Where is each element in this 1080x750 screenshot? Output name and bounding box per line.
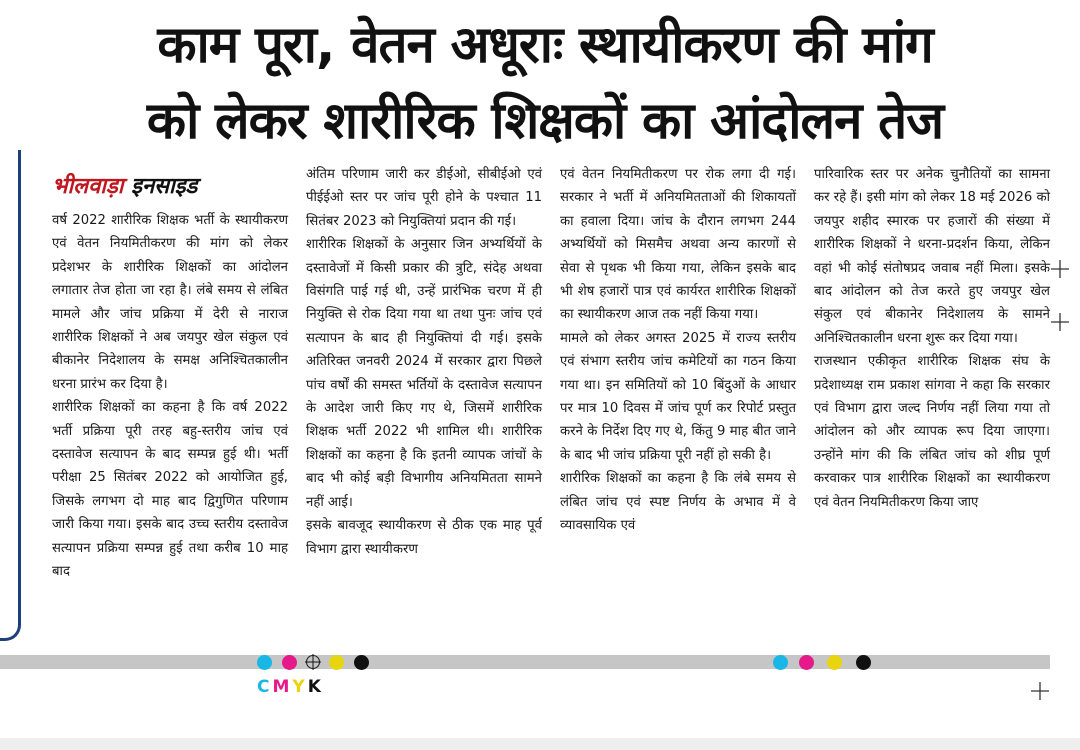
article-column-3 (560, 163, 796, 538)
print-color-bar (0, 655, 1050, 669)
paragraph: अंतिम परिणाम जारी कर डीईओ, सीबीईओ एवं पीईईओ स्तर पर जांच पूरी होने के पश्चात 11 सितंबर 2023 को नियुक्तियां प्रदान की गई। (306, 167, 542, 229)
headline-line-2: को लेकर शारीरिक शिक्षकों का आंदोलन तेज (146, 92, 944, 151)
article-column-4 (814, 163, 1050, 514)
paragraph: शारीरिक शिक्षकों के अनुसार जिन अभ्यर्थियों के दस्तावेजों में किसी प्रकार की त्रुटि, संदेह अथवा विसंगति पाई गई थी, उन्हें प्रारंभिक चरण में ही नियुक्ति से रोक दिया गया था तथा पुनः जांच एवं सत्यापन के बाद ही नियुक्तियां दी गई। इसके अतिरिक्त जनवरी 2024 में सरकार द्वारा पिछले पांच वर्षों की समस्त भर्तियों के दस्तावेज सत्यापन के आदेश जारी किए गए थे, जिसमें शारीरिक शिक्षक भर्ती 2022 भी शामिल थी। शारीरिक शिक्षकों का कहना है कि इतनी व्यापक जांचों के बाद भी कोई बड़ी विभागीय अनियमितता सामने नहीं आई। (306, 237, 542, 510)
magenta-swatch-icon (282, 655, 297, 670)
crop-mark-icon (1031, 682, 1049, 700)
brand-logo-inside: इनसाइड (131, 174, 198, 199)
article-column-1 (52, 209, 288, 584)
black-swatch-icon (354, 655, 369, 670)
page-bottom-strip (0, 738, 1080, 750)
cmyk-letter-k: K (307, 677, 324, 697)
paragraph: शारीरिक शिक्षकों का कहना है कि लंबे समय से लंबित जांच एवं स्पष्ट निर्णय के अभाव में वे व्यावसायिक एवं (560, 471, 796, 534)
cmyk-letter-y: Y (292, 677, 308, 697)
paragraph: एवं वेतन नियमितीकरण पर रोक लगा दी गई। सरकार ने भर्ती में अनियमितताओं की शिकायतों का हवाला दिया। जांच के दौरान लगभग 244 अभ्यर्थियों को मिसमैच अथवा अन्य कारणों से सेवा से पृथक भी किया गया, लेकिन इसके बाद भी शेष हजारों पात्र एवं कार्यरत शारीरिक शिक्षकों का स्थायीकरण आज तक नहीं किया गया। (560, 167, 796, 323)
cmyk-letter-m: M (272, 677, 293, 697)
paragraph: शारीरिक शिक्षकों का कहना है कि वर्ष 2022 भर्ती प्रक्रिया पूरी तरह बहु-स्तरीय जांच एवं दस्तावेज सत्यापन के बाद सम्पन्न हुई थी। भर्ती परीक्षा 25 सितंबर 2022 को आयोजित हुई, जिसके लगभग दो माह बाद द्विगुणित परिणाम जारी किया गया। इसके बाद उच्च स्तरीय दस्तावेज सत्यापन प्रक्रिया सम्पन्न हुई तथा करीब 10 माह बाद (52, 400, 288, 580)
headline (30, 8, 1060, 160)
paragraph: राजस्थान एकीकृत शारीरिक शिक्षक संघ के प्रदेशाध्यक्ष राम प्रकाश सांगवा ने कहा कि सरकार एवं विभाग द्वारा जल्द निर्णय नहीं लिया गया तो आंदोलन को और व्यापक रूप दिया जाएगा। उन्होंने मांग की कि लंबित जांच को शीघ्र पूर्ण करवाकर पात्र शारीरिक शिक्षकों का स्थायीकरण एवं वेतन नियमितीकरण किया जाए (814, 354, 1050, 510)
yellow-swatch-icon (329, 655, 344, 670)
brand-logo-city: भीलवाड़ा (52, 174, 124, 199)
paragraph: इसके बावजूद स्थायीकरण से ठीक एक माह पूर्व विभाग द्वारा स्थायीकरण (306, 518, 542, 557)
headline-line-1: काम पूरा, वेतन अधूराः स्थायीकरण की मांग (157, 16, 933, 75)
paragraph: पारिवारिक स्तर पर अनेक चुनौतियों का सामना कर रहे हैं। इसी मांग को लेकर 18 मई 2026 को जयपुर शहीद स्मारक पर हजारों की संख्या में शारीरिक शिक्षकों ने धरना-प्रदर्शन किया, लेकिन वहां भी कोई संतोषप्रद जवाब नहीं मिला। इसके बाद आंदोलन को तेज करते हुए जयपुर खेल संकुल एवं बीकानेर निदेशालय के सामने अनिश्चितकालीन धरना शुरू कर दिया गया। (814, 167, 1050, 346)
crop-mark-icon (1051, 313, 1069, 331)
paragraph: वर्ष 2022 शारीरिक शिक्षक भर्ती के स्थायीकरण एवं वेतन नियमितीकरण की मांग को लेकर प्रदेशभर के शारीरिक शिक्षकों का आंदोलन लगातार तेज होता जा रहा है। लंबे समय से लंबित मामले और जांच प्रक्रिया में देरी से नाराज शारीरिक शिक्षकों ने अब जयपुर खेल संकुल एवं बीकानेर निदेशालय के समक्ष अनिश्चितकालीन धरना प्रारंभ कर दिया है। (52, 213, 288, 392)
cyan-swatch-icon (257, 655, 272, 670)
cmyk-letter-c: C (257, 677, 273, 697)
cyan-swatch-icon (773, 655, 788, 670)
article-column-2 (306, 163, 542, 561)
page-frame-border (0, 150, 21, 641)
black-swatch-icon (856, 655, 871, 670)
magenta-swatch-icon (799, 655, 814, 670)
crop-mark-icon (1051, 260, 1069, 278)
brand-logo (52, 172, 288, 202)
cmyk-label (257, 677, 324, 697)
paragraph: मामले को लेकर अगस्त 2025 में राज्य स्तरीय एवं संभाग स्तरीय जांच कमेटियों का गठन किया गया था। इन समितियों को 10 बिंदुओं के आधार पर मात्र 10 दिवस में जांच पूर्ण कर रिपोर्ट प्रस्तुत करने के निर्देश दिए गए थे, किंतु 9 माह बीत जाने के बाद भी जांच प्रक्रिया पूरी नहीं हो सकी है। (560, 330, 796, 463)
registration-mark-icon (305, 654, 321, 670)
yellow-swatch-icon (827, 655, 842, 670)
